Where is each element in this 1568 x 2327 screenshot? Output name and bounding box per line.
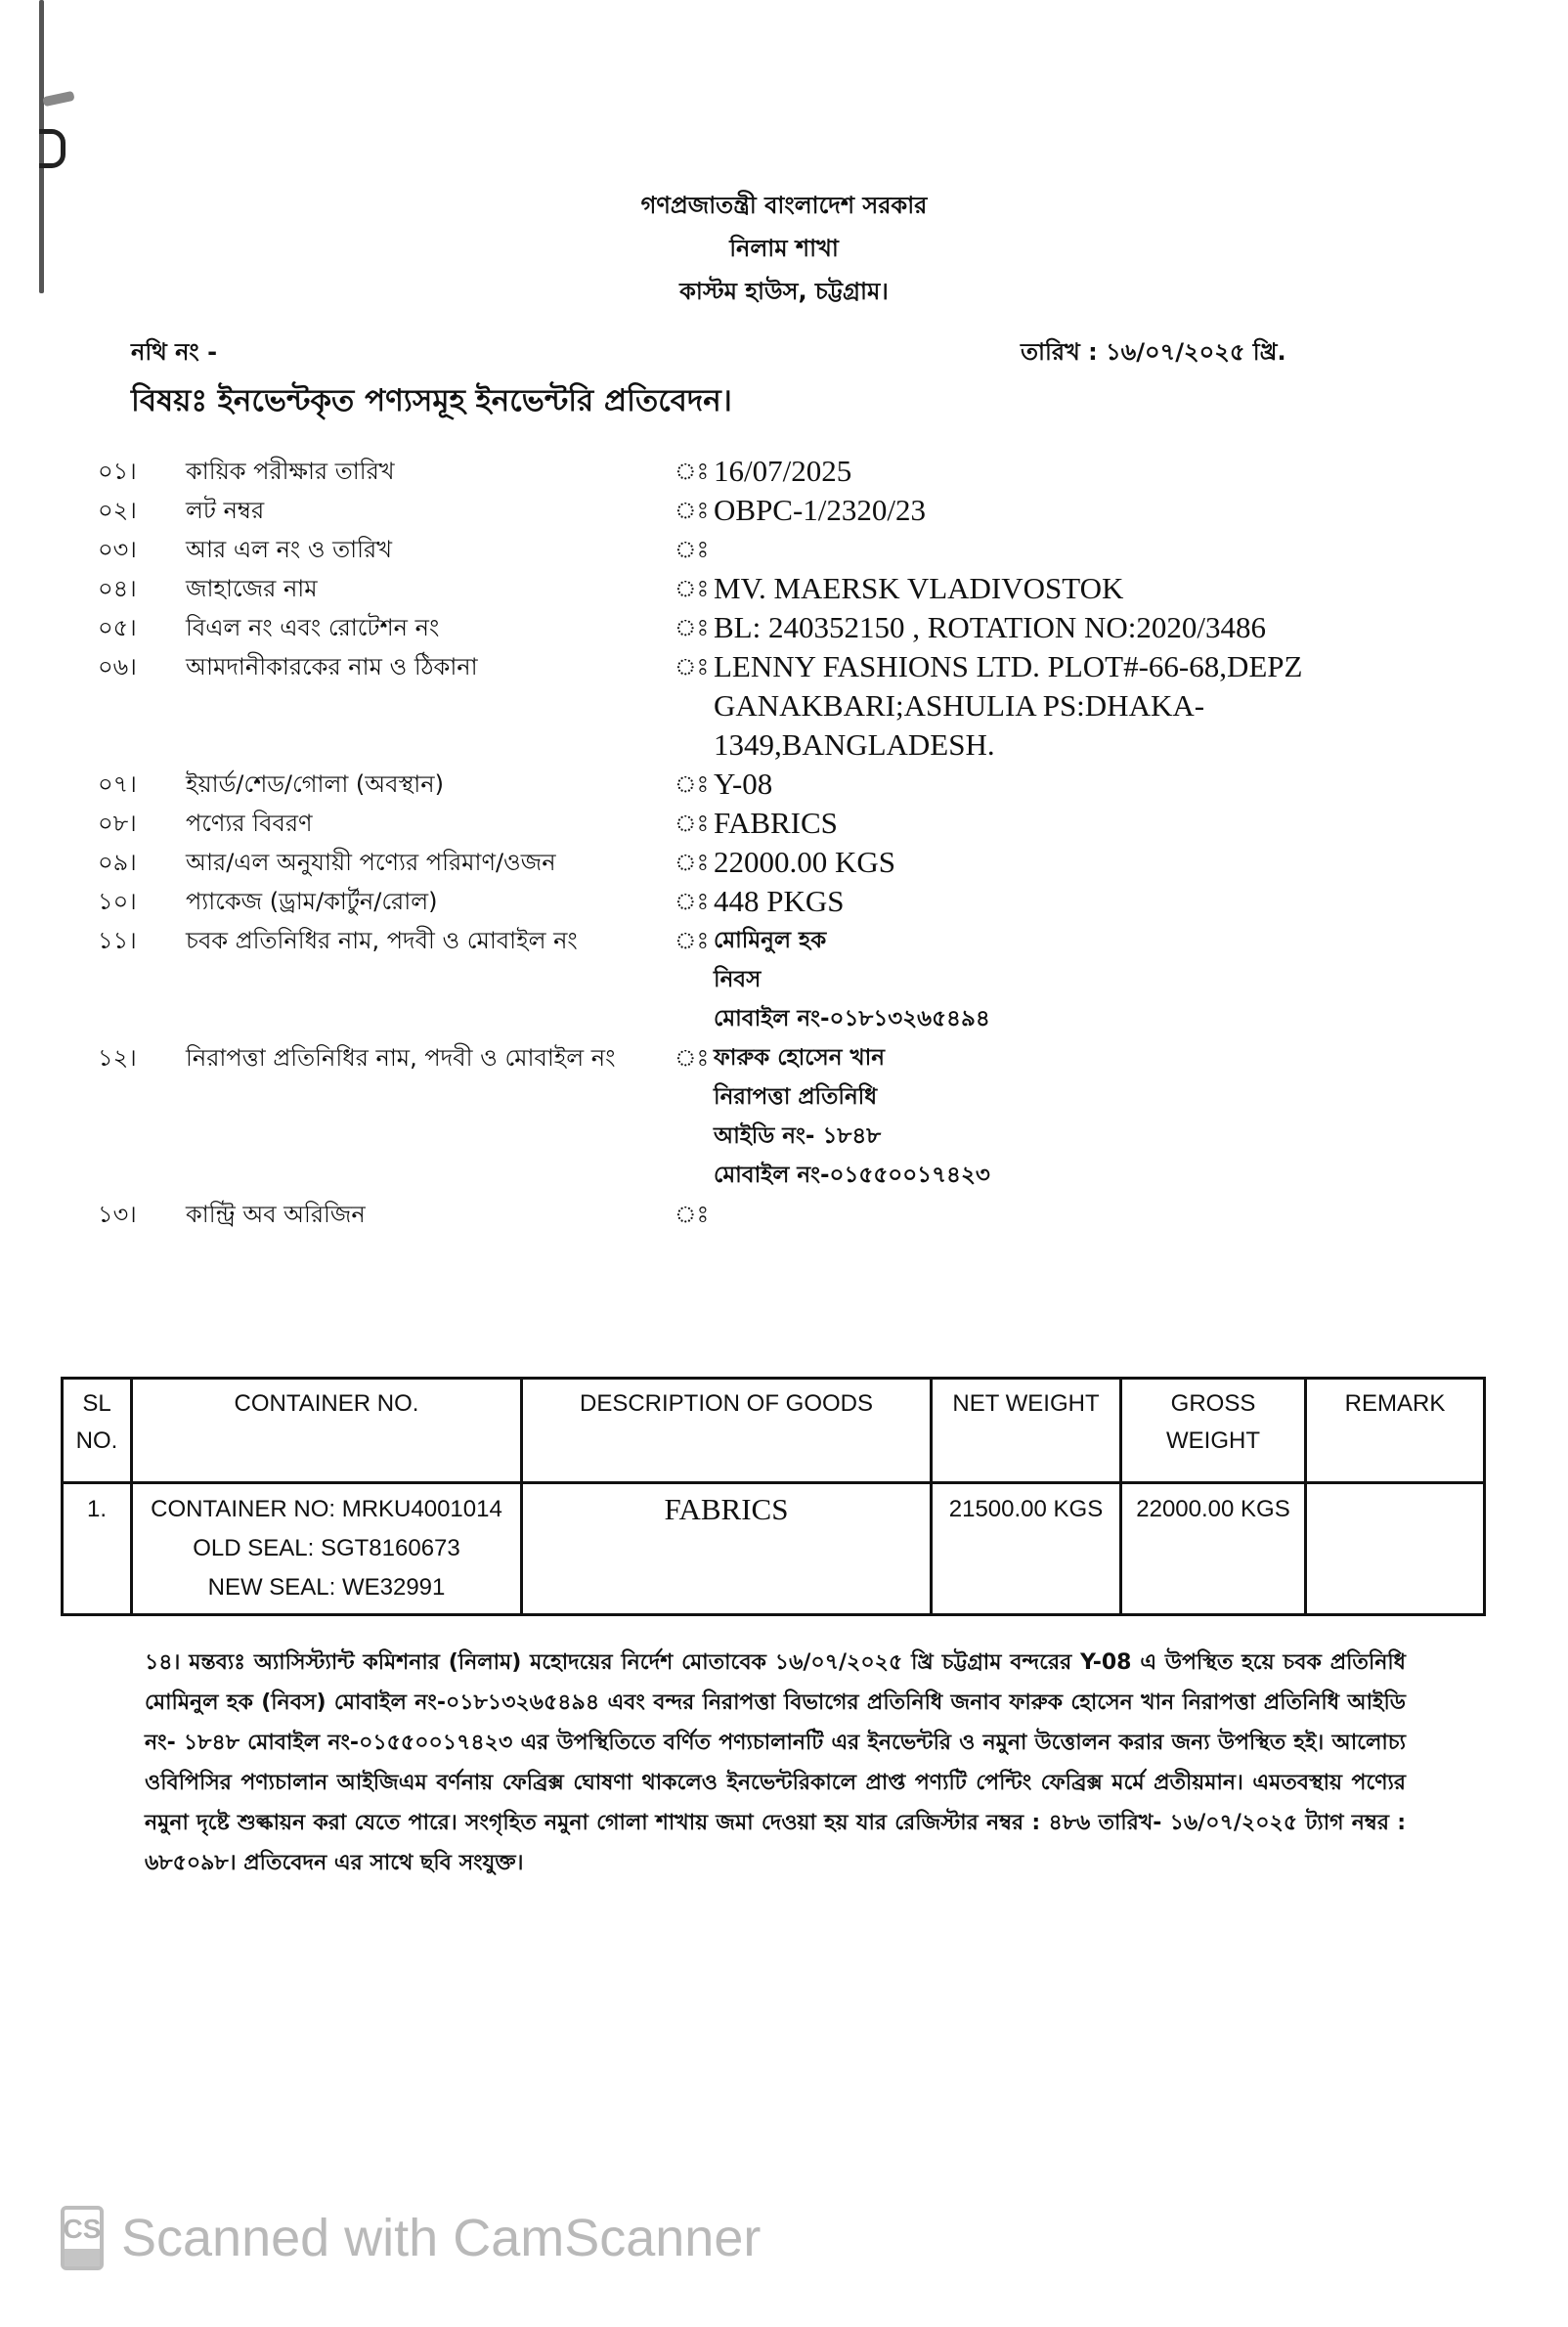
field-separator: ঃ xyxy=(675,888,710,915)
field-row xyxy=(98,882,1447,921)
field-value-line: 448 PKGS xyxy=(714,884,845,918)
field-row xyxy=(98,530,1447,569)
header-sl-no: SL NO. xyxy=(63,1379,132,1483)
watermark-text: Scanned with CamScanner xyxy=(121,2209,762,2267)
field-value-line: ফারুক হোসেন খান xyxy=(714,1045,885,1071)
header-net-weight: NET WEIGHT xyxy=(932,1379,1121,1483)
field-row xyxy=(98,569,1447,608)
field-value-line xyxy=(714,530,1447,569)
field-value-line: GANAKBARI;ASHULIA PS:DHAKA- xyxy=(714,688,1205,723)
field-separator: ঃ xyxy=(675,927,710,954)
field-number: ০৬। xyxy=(98,653,137,681)
new-seal: NEW SEAL: WE32991 xyxy=(207,1574,446,1601)
field-separator: ঃ xyxy=(675,1044,710,1072)
cell-net-weight: 21500.00 KGS xyxy=(932,1483,1121,1615)
field-separator: ঃ xyxy=(675,536,710,563)
cell-description: FABRICS xyxy=(522,1483,932,1615)
field-value-line: MV. MAERSK VLADIVOSTOK xyxy=(714,571,1124,605)
field-value-line: মোমিনুল হক xyxy=(714,928,827,953)
logo-text: CS xyxy=(63,2214,102,2244)
container-table xyxy=(61,1377,1486,1616)
field-value-line: নিরাপত্তা প্রতিনিধি xyxy=(714,1084,878,1110)
field-separator: ঃ xyxy=(675,1201,710,1228)
field-value-line: মোবাইল নং-০১৮১৩২৬৫৪৯৪ xyxy=(714,1006,990,1032)
document-date: তারিখ : ১৬/০৭/২০২৫ খ্রি. xyxy=(1021,338,1286,366)
field-label: নিরাপত্তা প্রতিনিধির নাম, পদবী ও মোবাইল নং xyxy=(186,1044,616,1072)
field-number: ০৫। xyxy=(98,614,137,641)
field-value xyxy=(714,765,1447,804)
cell-container xyxy=(132,1483,522,1615)
field-label: জাহাজের নাম xyxy=(186,575,318,602)
field-label: বিএল নং এবং রোটেশন নং xyxy=(186,614,440,641)
field-row xyxy=(98,647,1447,765)
field-number: ০৮। xyxy=(98,810,137,837)
binder-clip xyxy=(42,91,74,107)
field-row xyxy=(98,804,1447,843)
field-separator: ঃ xyxy=(675,614,710,641)
header-remark: REMARK xyxy=(1306,1379,1485,1483)
field-list xyxy=(98,452,1447,1234)
field-value xyxy=(714,608,1447,647)
field-row xyxy=(98,921,1447,1038)
field-label: লট নম্বর xyxy=(186,497,265,524)
field-row xyxy=(98,765,1447,804)
field-label: আর এল নং ও তারিখ xyxy=(186,536,392,563)
field-label: আমদানীকারকের নাম ও ঠিকানা xyxy=(186,653,478,681)
field-separator: ঃ xyxy=(675,849,710,876)
field-number: ০৩। xyxy=(98,536,137,563)
field-value xyxy=(714,1195,1447,1234)
cell-sl: 1. xyxy=(63,1483,132,1615)
field-label: প্যাকেজ (ড্রাম/কার্টুন/রোল) xyxy=(186,888,438,915)
field-value-line: OBPC-1/2320/23 xyxy=(714,493,927,527)
field-separator: ঃ xyxy=(675,575,710,602)
field-value xyxy=(714,647,1447,765)
field-value xyxy=(714,921,1447,1038)
field-value-line: আইডি নং- ১৮৪৮ xyxy=(714,1123,882,1149)
field-value-line: Y-08 xyxy=(714,767,773,801)
field-separator: ঃ xyxy=(675,653,710,681)
field-number: ০৯। xyxy=(98,849,137,876)
field-row xyxy=(98,452,1447,491)
field-value-line: BL: 240352150 , ROTATION NO:2020/3486 xyxy=(714,610,1266,644)
header-container-no: CONTAINER NO. xyxy=(132,1379,522,1483)
binder-ring xyxy=(39,129,65,168)
field-separator: ঃ xyxy=(675,458,710,485)
field-value-line: FABRICS xyxy=(714,806,838,840)
field-value xyxy=(714,491,1447,530)
field-label: কান্ট্রি অব অরিজিন xyxy=(186,1201,366,1228)
subject-line: বিষয়ঃ ইনভেন্টকৃত পণ্যসমূহ ইনভেন্টরি প্রতিবেদন। xyxy=(131,383,732,418)
field-value xyxy=(714,882,1447,921)
letterhead xyxy=(0,184,1568,313)
camscanner-watermark xyxy=(61,2206,761,2270)
table-header-row xyxy=(63,1379,1485,1483)
table-row xyxy=(63,1483,1485,1615)
header-government: গণপ্রজাতন্ত্রী বাংলাদেশ সরকার xyxy=(640,192,928,219)
camscanner-logo-icon xyxy=(61,2206,104,2270)
field-row xyxy=(98,491,1447,530)
field-value xyxy=(714,843,1447,882)
field-value xyxy=(714,452,1447,491)
field-row xyxy=(98,1195,1447,1234)
header-description: DESCRIPTION OF GOODS xyxy=(522,1379,932,1483)
field-number: ০১। xyxy=(98,458,137,485)
field-label: ইয়ার্ড/শেড/গোলা (অবস্থান) xyxy=(186,770,444,798)
field-value-line: 16/07/2025 xyxy=(714,454,852,488)
field-label: চবক প্রতিনিধির নাম, পদবী ও মোবাইল নং xyxy=(186,927,578,954)
field-value-line: মোবাইল নং-০১৫৫০০১৭৪২৩ xyxy=(714,1163,990,1188)
field-value-line: 22000.00 KGS xyxy=(714,845,896,879)
cell-remark xyxy=(1306,1483,1485,1615)
field-separator: ঃ xyxy=(675,810,710,837)
field-number: ১২। xyxy=(98,1044,137,1072)
field-label: কায়িক পরীক্ষার তারিখ xyxy=(186,458,395,485)
field-separator: ঃ xyxy=(675,497,710,524)
old-seal: OLD SEAL: SGT8160673 xyxy=(193,1535,460,1561)
field-number: ১১। xyxy=(98,927,137,954)
field-value-line: নিবস xyxy=(714,967,762,992)
field-value xyxy=(714,804,1447,843)
field-separator: ঃ xyxy=(675,770,710,798)
field-row xyxy=(98,1038,1447,1195)
field-number: ০২। xyxy=(98,497,137,524)
field-value-line: 1349,BANGLADESH. xyxy=(714,727,995,762)
remarks-paragraph: ১৪। মন্তব্যঃ অ্যাসিস্ট্যান্ট কমিশনার (নিলাম) মহোদয়ের নির্দেশ মোতাবেক ১৬/০৭/২০২৫ খ্রি চট্টগ্রাম বন্দরের Y-08 এ উপস্থিত হয়ে চবক প্রতিনিধি মোমিনুল হক (নিবস) মোবাইল নং-০১৮১৩২৬৫৪৯৪ এবং বন্দর নিরাপত্তা বিভাগের প্রতিনিধি জনাব ফারুক হোসেন খান নিরাপত্তা প্রতিনিধি আইডি নং- ১৮৪৮ মোবাইল নং-০১৫৫০০১৭৪২৩ এর উপস্থিতিতে বর্ণিত পণ্যচালানটি এর ইনভেন্টরি ও নমুনা উত্তোলন করার জন্য উপস্থিত হই। আলোচ্য ওবিপিসির পণ্যচালান আইজিএম বর্ণনায় ফেব্রিক্স ঘোষণা থাকলেও ইনভেন্টরিকালে প্রাপ্ত পণ্যটি পেন্টিং ফেব্রিক্স মর্মে প্রতীয়মান। এমতবস্থায় পণ্যের নমুনা দৃষ্টে শুল্কায়ন করা যেতে পারে। সংগৃহিত নমুনা গোলা শাখায় জমা দেওয়া হয় যার রেজিস্টার নম্বর : ৪৮৬ তারিখ- ১৬/০৭/২০২৫ ট্যাগ নম্বর : ৬৮৫০৯৮। প্রতিবেদন এর সাথে ছবি সংযুক্ত। xyxy=(145,1650,1406,1875)
field-row xyxy=(98,843,1447,882)
header-gross-weight: GROSS WEIGHT xyxy=(1121,1379,1306,1483)
field-number: ০৭। xyxy=(98,770,137,798)
field-value xyxy=(714,569,1447,608)
field-label: পণ্যের বিবরণ xyxy=(186,810,313,837)
field-number: ১৩। xyxy=(98,1201,137,1228)
field-number: ১০। xyxy=(98,888,137,915)
field-value-line: LENNY FASHIONS LTD. PLOT#-66-68,DEPZ xyxy=(714,649,1303,683)
field-value-line xyxy=(714,1195,1447,1234)
file-number: নথি নং - xyxy=(131,338,218,366)
field-label: আর/এল অনুযায়ী পণ্যের পরিমাণ/ওজন xyxy=(186,849,556,876)
container-number: CONTAINER NO: MRKU4001014 xyxy=(151,1496,502,1522)
field-number: ০৪। xyxy=(98,575,137,602)
field-row xyxy=(98,608,1447,647)
header-section: নিলাম শাখা xyxy=(729,235,839,262)
field-value xyxy=(714,530,1447,569)
field-value xyxy=(714,1038,1447,1195)
header-office: কাস্টম হাউস, চট্টগ্রাম। xyxy=(679,278,889,305)
cell-gross-weight: 22000.00 KGS xyxy=(1121,1483,1306,1615)
